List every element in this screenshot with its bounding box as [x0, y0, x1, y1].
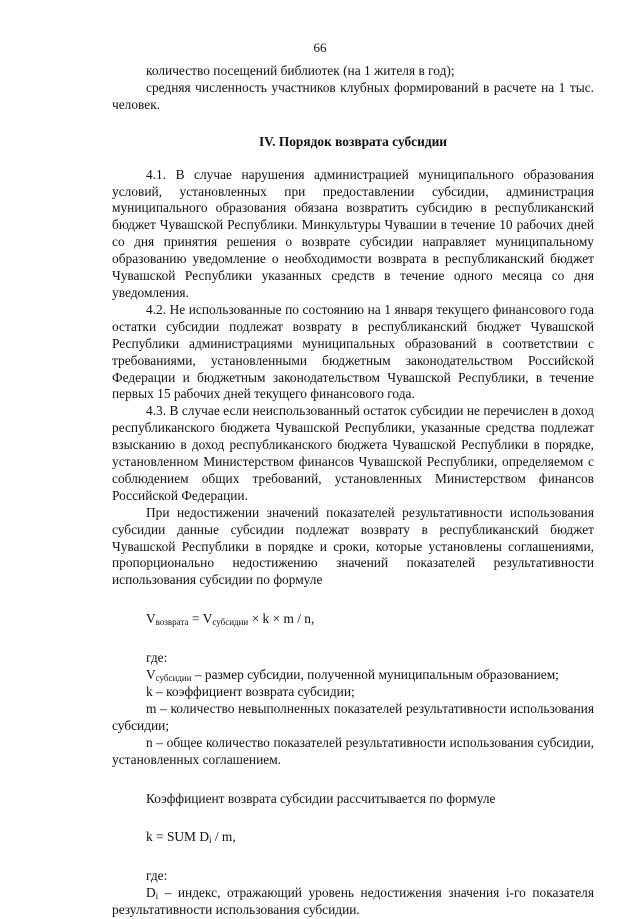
- list-item: средняя численность участников клубных формирований в расчете на 1 тыс. человек.: [112, 79, 594, 112]
- definition-m: m – количество невыполненных показателей результативности использования субсидии;: [112, 700, 594, 733]
- formula-subscript: возврата: [155, 617, 189, 628]
- paragraph: 4.1. В случае нарушения администрацией муниципального образования условий, установленных при предоставлении субсидии, администрация муниципального образования обязана возвратить субсидию в республиканский бюджет Чувашской Республики. Минкультуры Чувашии в течение 10 рабочих дней со дня принятия решения о возврате субсидии направляет муниципальному образованию уведомление о необходимости возврата в республиканский бюджет Чувашской Республики указанных средств в течение одного месяца со дня уведомления.: [112, 166, 594, 300]
- list-item: количество посещений библиотек (на 1 жителя в год);: [146, 63, 455, 78]
- paragraph: 4.3. В случае если неиспользованный остаток субсидии не перечислен в доход республиканского бюджета Чувашской Республики, указанные средства подлежат взысканию в доход республиканского бюджета Чувашской Республики в порядке, установленном Министерством финансов Чувашской Республики, определяемом с соблюдением общих требований, установленных Министерством финансов Российской Федерации.: [112, 403, 594, 503]
- formula-subscript: i: [208, 835, 212, 846]
- formula-coefficient: [112, 829, 594, 846]
- paragraph: При недостижении значений показателей результативности использования субсидии данные субсидии подлежат возврату в республиканский бюджет Чувашской Республики в порядке и сроки, которые установлены соглашениями, пропорционально недостижению значений показателей результативности использования субсидии по формуле: [112, 504, 594, 588]
- where-label: где:: [146, 650, 168, 666]
- formula-subscript: субсидии: [212, 617, 249, 628]
- formula-symbol: V: [202, 611, 213, 627]
- definition-d: [112, 885, 594, 919]
- formula-return-amount: [112, 611, 594, 628]
- formula-symbol: V: [146, 611, 156, 627]
- definition-k: k – коэффициент возврата субсидии;: [146, 684, 355, 699]
- coefficient-intro: Коэффициент возврата субсидии рассчитывается по формуле: [146, 790, 496, 806]
- definition-text: – индекс, отражающий уровень недостижения значения i-го показателя результативности использования субсидии.: [112, 885, 594, 918]
- definition-n: n – общее количество показателей результативности использования субсидии, установленных соглашением.: [112, 734, 594, 767]
- paragraph: 4.2. Не использованные по состоянию на 1 января текущего финансового года остатки субсидии подлежат возврату в республиканский бюджет Чувашской Республики администрациями муниципальных образований в соответствии с требованиями, установленными бюджетным законодательством Российской Федерации и бюджетным законодательством Чувашской Республики, в течение первых 15 рабочих дней текущего финансового года.: [112, 301, 594, 402]
- formula-rest: / m,: [211, 829, 236, 845]
- formula-subscript: субсидии: [155, 673, 192, 684]
- page-number: 66: [313, 40, 327, 55]
- formula-subscript: i: [155, 891, 159, 902]
- section-heading: IV. Порядок возврата субсидии: [258, 133, 448, 149]
- formula-rest: × k × m / n,: [248, 611, 315, 627]
- where-label: где:: [146, 868, 168, 884]
- formula-symbol: D: [146, 885, 156, 901]
- definition-v: [112, 667, 594, 684]
- formula-operator: =: [188, 611, 203, 627]
- formula-symbol: V: [146, 667, 156, 683]
- formula-symbol: k = SUM D: [146, 829, 209, 845]
- document-body: [112, 63, 594, 919]
- definition-text: – размер субсидии, полученной муниципальным образованием;: [191, 667, 559, 683]
